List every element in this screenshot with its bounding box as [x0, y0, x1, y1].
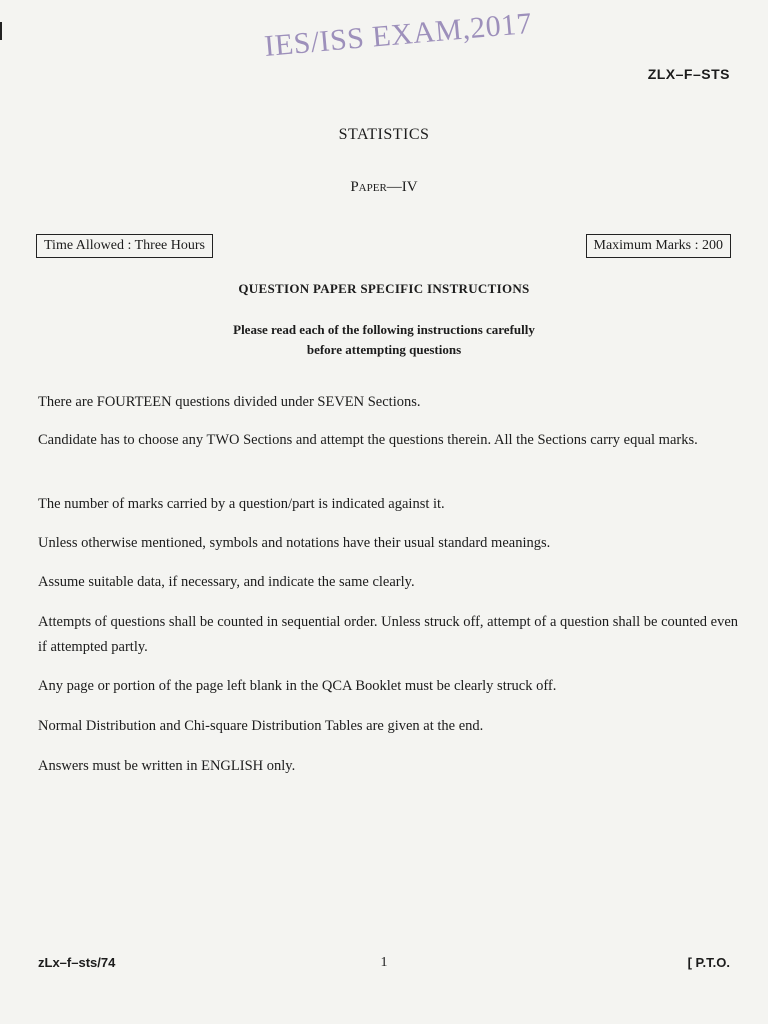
instruction-item: Attempts of questions shall be counted in sequential order. Unless struck off, attempt of a question shall be counted even if attempted partly. — [38, 614, 739, 655]
instruction-item: Unless otherwise mentioned, symbols and notations have their usual standard meanings. — [38, 535, 551, 551]
instruction-item: The number of marks carried by a question/part is indicated against it. — [38, 496, 445, 512]
subject-title: STATISTICS — [338, 126, 430, 143]
paper-code: ZLX–F–STS — [647, 66, 730, 82]
instruction-item: There are FOURTEEN questions divided under SEVEN Sections. — [38, 394, 421, 410]
instruction-item: Assume suitable data, if necessary, and indicate the same clearly. — [38, 574, 415, 590]
instructions-heading: QUESTION PAPER SPECIFIC INSTRUCTIONS — [238, 281, 530, 296]
instruction-item: Normal Distribution and Chi-square Distribution Tables are given at the end. — [38, 718, 484, 734]
subheading-line-1: Please read each of the following instructions carefully — [233, 322, 535, 337]
instruction-item: Candidate has to choose any TWO Sections and attempt the questions therein. All the Sections carry equal marks. — [38, 432, 698, 448]
exam-stamp: IES/ISS EXAM,2017 — [263, 6, 534, 64]
instructions-subheading — [0, 320, 768, 360]
instruction-item: Any page or portion of the page left blank in the QCA Booklet must be clearly struck off. — [38, 678, 557, 694]
paper-number: Paper—IV — [350, 179, 418, 195]
instruction-item: Answers must be written in ENGLISH only. — [38, 758, 296, 774]
scan-edge-mark — [0, 22, 2, 40]
footer-code: zLx–f–sts/74 — [38, 955, 116, 970]
page-number: 1 — [380, 955, 388, 970]
subheading-line-2: before attempting questions — [306, 342, 462, 357]
maximum-marks-box: Maximum Marks : 200 — [586, 234, 732, 258]
time-allowed-box: Time Allowed : Three Hours — [36, 234, 213, 258]
please-turn-over: [ P.T.O. — [687, 955, 730, 970]
